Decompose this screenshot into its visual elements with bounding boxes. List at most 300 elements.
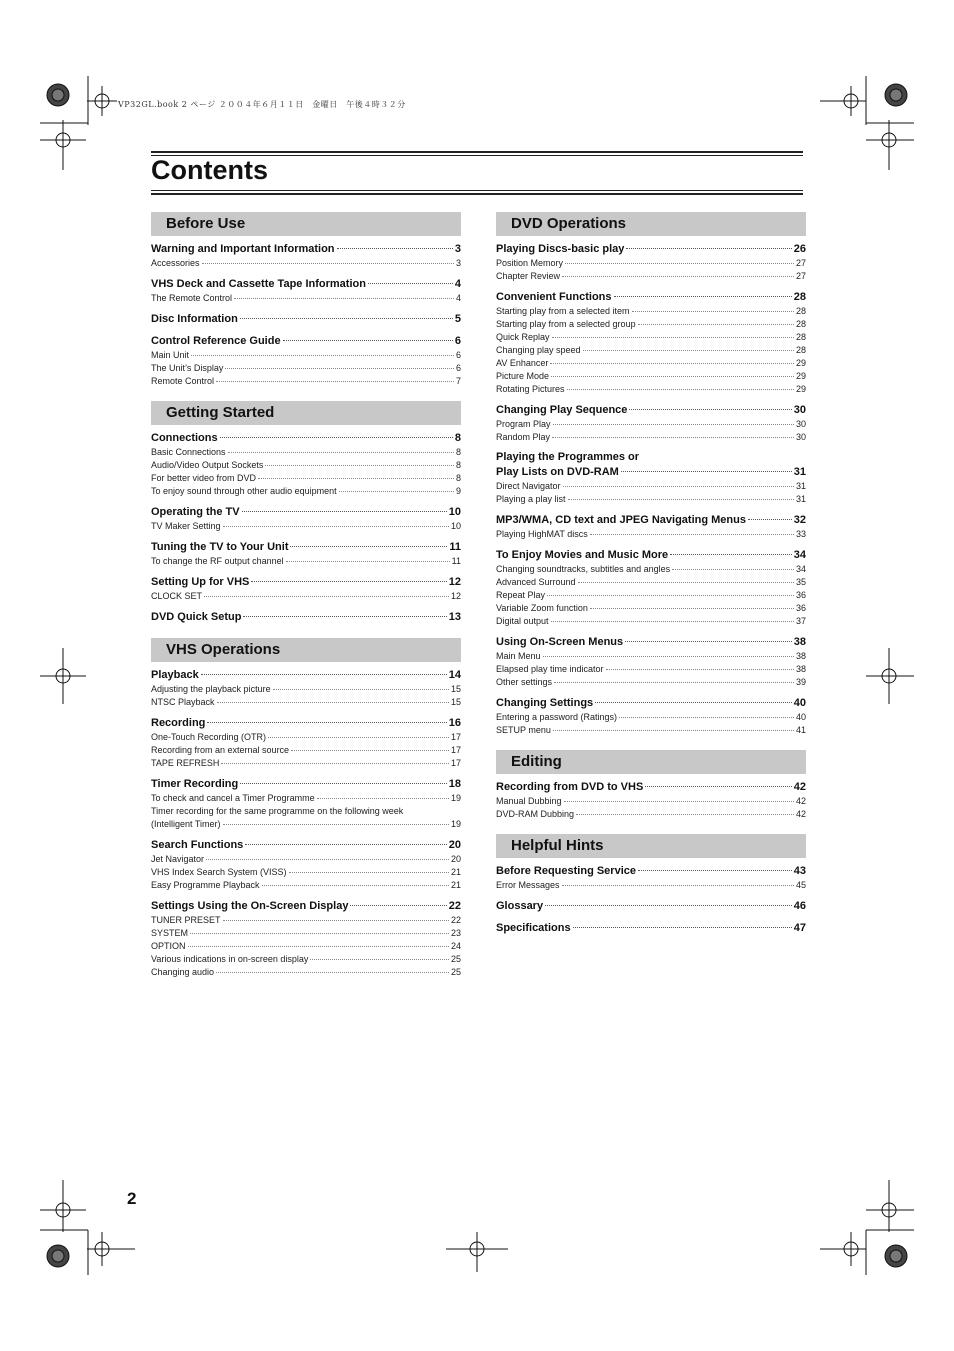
- toc-subentry[interactable]: [151, 472, 461, 485]
- dot-leader: [228, 452, 454, 453]
- toc-subentry[interactable]: [496, 331, 806, 344]
- toc-entry[interactable]: [151, 333, 461, 349]
- entry-label: For better video from DVD: [151, 473, 257, 483]
- toc-subentry[interactable]: [496, 676, 806, 689]
- entry-page-number: 8: [455, 447, 461, 457]
- dot-leader: [553, 730, 794, 731]
- dot-leader: [245, 844, 446, 845]
- section-heading: Before Use: [151, 212, 461, 236]
- entry-label: Operating the TV: [151, 506, 240, 518]
- entry-label: Specifications: [496, 922, 571, 934]
- entry-page-number: 36: [795, 603, 806, 613]
- entry-label: Program Play: [496, 419, 551, 429]
- dot-leader: [565, 263, 794, 264]
- dot-leader: [583, 350, 794, 351]
- dot-leader: [614, 296, 792, 297]
- page-title: Contents: [151, 155, 268, 185]
- entry-label: Main Unit: [151, 350, 190, 360]
- dot-leader: [268, 737, 449, 738]
- dot-leader: [672, 569, 794, 570]
- toc-group: [151, 539, 461, 568]
- entry-page-number: 31: [795, 494, 806, 504]
- toc-subentry[interactable]: [496, 615, 806, 628]
- print-header-note: VP32GL.book 2 ページ ２００４年６月１１日 金曜日 午後４時３２分: [118, 100, 406, 109]
- toc-group: [151, 430, 461, 498]
- entry-label: Recording from an external source: [151, 745, 290, 755]
- dot-leader: [590, 608, 794, 609]
- dot-leader: [543, 656, 794, 657]
- entry-label: Playing Discs-basic play: [496, 243, 625, 255]
- entry-label: Timer Recording: [151, 778, 239, 790]
- entry-page-number: 13: [448, 611, 461, 623]
- toc-entry[interactable]: [496, 695, 806, 711]
- entry-page-number: 14: [448, 669, 461, 681]
- dot-leader: [251, 581, 446, 582]
- dot-leader: [310, 959, 449, 960]
- toc-entry[interactable]: [151, 241, 461, 257]
- toc-subentry[interactable]: [151, 914, 461, 927]
- toc-subentry[interactable]: [151, 459, 461, 472]
- entry-page-number: 25: [450, 967, 461, 977]
- toc-subentry[interactable]: [151, 520, 461, 533]
- entry-label: Quick Replay: [496, 332, 550, 342]
- toc-left-column: [151, 212, 461, 992]
- dot-leader: [242, 511, 447, 512]
- toc-group: [151, 715, 461, 770]
- toc-subentry[interactable]: [496, 663, 806, 676]
- toc-group: [496, 634, 806, 689]
- entry-page-number: 11: [451, 556, 461, 566]
- toc-subentry[interactable]: [151, 853, 461, 866]
- toc-entry[interactable]: [496, 464, 806, 480]
- entry-page-number: 6: [454, 335, 461, 347]
- entry-label: TAPE REFRESH: [151, 758, 220, 768]
- entry-page-number: 19: [450, 793, 461, 803]
- entry-page-number: 8: [455, 473, 461, 483]
- entry-label: NTSC Playback: [151, 697, 215, 707]
- toc-subentry[interactable]: [151, 292, 461, 305]
- toc-entry[interactable]: [151, 311, 461, 327]
- title-rule-top: [151, 151, 803, 153]
- dot-leader: [206, 859, 449, 860]
- entry-label: SYSTEM: [151, 928, 189, 938]
- entry-page-number: 28: [795, 332, 806, 342]
- dot-leader: [625, 641, 792, 642]
- dot-leader: [578, 582, 794, 583]
- entry-page-number: 19: [450, 819, 461, 829]
- toc-group: [151, 333, 461, 388]
- dot-leader: [202, 263, 454, 264]
- entry-label: Main Menu: [496, 651, 541, 661]
- entry-page-number: 10: [450, 521, 461, 531]
- toc-group: [151, 837, 461, 892]
- entry-page-number: 12: [450, 591, 461, 601]
- toc-subentry[interactable]: [151, 257, 461, 270]
- toc-section: [496, 750, 806, 821]
- entry-label: Starting play from a selected item: [496, 306, 630, 316]
- dot-leader: [223, 920, 449, 921]
- entry-label: Various indications in on-screen display: [151, 954, 309, 964]
- toc-subentry[interactable]: [496, 576, 806, 589]
- entry-page-number: 30: [795, 419, 806, 429]
- toc-subentry[interactable]: [496, 528, 806, 541]
- entry-label: TUNER PRESET: [151, 915, 221, 925]
- toc-subentry[interactable]: [151, 818, 461, 831]
- toc-group: [496, 547, 806, 628]
- entry-page-number: 15: [450, 684, 461, 694]
- toc-group: [496, 289, 806, 396]
- dot-leader: [552, 337, 794, 338]
- dot-leader: [289, 872, 449, 873]
- entry-page-number: 16: [448, 717, 461, 729]
- dot-leader: [545, 905, 792, 906]
- toc-group: [151, 574, 461, 603]
- dot-leader: [190, 933, 449, 934]
- entry-label: The Unit’s Display: [151, 363, 224, 373]
- toc-entry[interactable]: [496, 289, 806, 305]
- dot-leader: [563, 486, 794, 487]
- entry-label: (Intelligent Timer): [151, 819, 221, 829]
- dot-leader: [216, 381, 454, 382]
- dot-leader: [290, 546, 447, 547]
- dot-leader: [553, 424, 794, 425]
- toc-entry[interactable]: [496, 241, 806, 257]
- dot-leader: [552, 437, 794, 438]
- dot-leader: [550, 363, 794, 364]
- page-number: 2: [127, 1189, 137, 1208]
- entry-label: To Enjoy Movies and Music More: [496, 549, 669, 561]
- entry-page-number: 3: [455, 258, 461, 268]
- entry-label: Disc Information: [151, 313, 238, 325]
- dot-leader: [220, 437, 453, 438]
- entry-page-number: 6: [455, 363, 461, 373]
- entry-label: Audio/Video Output Sockets: [151, 460, 264, 470]
- toc-subentry[interactable]: [151, 757, 461, 770]
- dot-leader: [262, 885, 449, 886]
- dot-leader: [619, 717, 794, 718]
- dot-leader: [283, 340, 453, 341]
- entry-page-number: 7: [455, 376, 461, 386]
- toc-group: [151, 311, 461, 327]
- entry-label: OPTION: [151, 941, 186, 951]
- dot-leader: [567, 389, 794, 390]
- dot-leader: [265, 465, 454, 466]
- entry-page-number: 12: [448, 576, 461, 588]
- entry-page-number: 46: [793, 900, 806, 912]
- toc-subentry[interactable]: [151, 866, 461, 879]
- entry-page-number: 21: [450, 867, 461, 877]
- entry-label: Manual Dubbing: [496, 796, 562, 806]
- toc-subentry[interactable]: [496, 257, 806, 270]
- toc-subentry[interactable]: [496, 344, 806, 357]
- toc-entry[interactable]: [496, 634, 806, 650]
- entry-page-number: 35: [795, 577, 806, 587]
- toc-group: [151, 241, 461, 270]
- toc-subentry[interactable]: [496, 270, 806, 283]
- dot-leader: [350, 905, 446, 906]
- dot-leader: [590, 534, 794, 535]
- toc-entry[interactable]: [151, 504, 461, 520]
- entry-label: Jet Navigator: [151, 854, 205, 864]
- dot-leader: [225, 368, 454, 369]
- section-heading: Getting Started: [151, 401, 461, 425]
- dot-leader: [547, 595, 794, 596]
- entry-page-number: 8: [455, 460, 461, 470]
- entry-page-number: 17: [450, 732, 461, 742]
- entry-page-number: 41: [795, 725, 806, 735]
- dot-leader: [632, 311, 794, 312]
- toc-entry[interactable]: [151, 276, 461, 292]
- toc-subentry[interactable]: [151, 731, 461, 744]
- entry-page-number: 28: [793, 291, 806, 303]
- toc-section: [496, 212, 806, 737]
- entry-label: Rotating Pictures: [496, 384, 565, 394]
- entry-label: Convenient Functions: [496, 291, 612, 303]
- toc-entry[interactable]: [496, 863, 806, 879]
- entry-label: Elapsed play time indicator: [496, 664, 604, 674]
- toc-subentry[interactable]: [496, 431, 806, 444]
- toc-subentry[interactable]: [496, 795, 806, 808]
- dot-leader: [562, 885, 794, 886]
- entry-page-number: 47: [793, 922, 806, 934]
- toc-subentry[interactable]: [496, 370, 806, 383]
- dot-leader: [201, 674, 447, 675]
- toc-subentry[interactable]: [496, 589, 806, 602]
- entry-page-number: 27: [795, 258, 806, 268]
- dot-leader: [286, 561, 450, 562]
- entry-label: Advanced Surround: [496, 577, 576, 587]
- toc-subentry[interactable]: [151, 744, 461, 757]
- entry-page-number: 45: [795, 880, 806, 890]
- toc-subentry[interactable]: [496, 724, 806, 737]
- entry-label: Changing audio: [151, 967, 215, 977]
- entry-label: Entering a password (Ratings): [496, 712, 618, 722]
- entry-label: Error Messages: [496, 880, 560, 890]
- entry-page-number: 21: [450, 880, 461, 890]
- entry-label: Changing Play Sequence: [496, 404, 628, 416]
- toc-subentry[interactable]: [151, 555, 461, 568]
- dot-leader: [337, 248, 453, 249]
- toc-subentry-line1[interactable]: Timer recording for the same programme on the following week: [151, 806, 404, 816]
- dot-leader: [368, 283, 453, 284]
- toc-group: [496, 898, 806, 914]
- toc-entry[interactable]: [496, 920, 806, 936]
- entry-page-number: 28: [795, 306, 806, 316]
- entry-page-number: 36: [795, 590, 806, 600]
- toc-subentry[interactable]: [151, 375, 461, 388]
- toc-subentry[interactable]: [496, 480, 806, 493]
- title-rule-bottom-thick: [151, 193, 803, 195]
- dot-leader: [191, 355, 454, 356]
- dot-leader: [217, 702, 449, 703]
- entry-label: To check and cancel a Timer Programme: [151, 793, 315, 803]
- entry-label: AV Enhancer: [496, 358, 549, 368]
- entry-page-number: 30: [795, 432, 806, 442]
- entry-page-number: 20: [448, 839, 461, 851]
- toc-group: [151, 776, 461, 831]
- entry-page-number: 38: [795, 664, 806, 674]
- toc-entry[interactable]: [151, 574, 461, 590]
- toc-subentry[interactable]: [496, 493, 806, 506]
- toc-subentry[interactable]: [151, 485, 461, 498]
- toc-subentry[interactable]: [151, 349, 461, 362]
- toc-subentry[interactable]: [496, 318, 806, 331]
- toc-subentry[interactable]: [151, 879, 461, 892]
- entry-page-number: 8: [454, 432, 461, 444]
- toc-entry[interactable]: [151, 539, 461, 555]
- section-heading: DVD Operations: [496, 212, 806, 236]
- toc-subentry[interactable]: [151, 362, 461, 375]
- entry-label: Variable Zoom function: [496, 603, 588, 613]
- dot-leader: [339, 491, 454, 492]
- toc-subentry[interactable]: [151, 683, 461, 696]
- entry-label: Search Functions: [151, 839, 244, 851]
- toc-subentry[interactable]: [496, 305, 806, 318]
- toc-subentry[interactable]: [496, 383, 806, 396]
- toc-group: [496, 402, 806, 444]
- entry-label: Direct Navigator: [496, 481, 561, 491]
- entry-page-number: 28: [795, 319, 806, 329]
- entry-page-number: 33: [795, 529, 806, 539]
- dot-leader: [204, 596, 449, 597]
- entry-page-number: 17: [450, 758, 461, 768]
- toc-entry[interactable]: [151, 609, 461, 625]
- dot-leader: [573, 927, 792, 928]
- entry-label: Picture Mode: [496, 371, 550, 381]
- dot-leader: [568, 499, 794, 500]
- toc-group: [496, 920, 806, 936]
- dot-leader: [554, 682, 794, 683]
- toc-entry[interactable]: [151, 430, 461, 446]
- entry-page-number: 32: [793, 514, 806, 526]
- toc-subentry[interactable]: [496, 602, 806, 615]
- dot-leader: [638, 870, 792, 871]
- dot-leader: [576, 814, 794, 815]
- entry-label: Connections: [151, 432, 218, 444]
- toc-subentry[interactable]: [496, 650, 806, 663]
- toc-subentry[interactable]: [151, 966, 461, 979]
- entry-label: Basic Connections: [151, 447, 226, 457]
- toc-subentry[interactable]: [496, 418, 806, 431]
- entry-label: Chapter Review: [496, 271, 561, 281]
- toc-entry[interactable]: [496, 779, 806, 795]
- toc-group: [496, 450, 806, 506]
- section-heading: VHS Operations: [151, 638, 461, 662]
- entry-label: Playing HighMAT discs: [496, 529, 588, 539]
- entry-page-number: 38: [795, 651, 806, 661]
- entry-label: CLOCK SET: [151, 591, 203, 601]
- toc-section: [151, 401, 461, 625]
- entry-label: Recording from DVD to VHS: [496, 781, 644, 793]
- entry-label: Adjusting the playback picture: [151, 684, 271, 694]
- toc-entry[interactable]: [496, 898, 806, 914]
- dot-leader: [234, 298, 454, 299]
- toc-subentry[interactable]: [151, 696, 461, 709]
- toc-entry[interactable]: [151, 898, 461, 914]
- entry-page-number: 24: [450, 941, 461, 951]
- entry-page-number: 39: [795, 677, 806, 687]
- dot-leader: [621, 471, 792, 472]
- dot-leader: [562, 276, 794, 277]
- entry-page-number: 9: [455, 486, 461, 496]
- entry-label: Using On-Screen Menus: [496, 636, 624, 648]
- toc-entry[interactable]: [151, 667, 461, 683]
- toc-subentry[interactable]: [496, 563, 806, 576]
- entry-label: DVD-RAM Dubbing: [496, 809, 575, 819]
- entry-page-number: 17: [450, 745, 461, 755]
- toc-entry[interactable]: [496, 402, 806, 418]
- entry-page-number: 6: [455, 350, 461, 360]
- toc-entry[interactable]: [151, 837, 461, 853]
- toc-subentry[interactable]: [151, 590, 461, 603]
- dot-leader: [188, 946, 449, 947]
- entry-page-number: 10: [448, 506, 461, 518]
- dot-leader: [223, 526, 449, 527]
- entry-page-number: 40: [793, 697, 806, 709]
- dot-leader: [564, 801, 794, 802]
- entry-label: To change the RF output channel: [151, 556, 284, 566]
- toc-subentry[interactable]: [496, 879, 806, 892]
- dot-leader: [748, 519, 792, 520]
- toc-subentry[interactable]: [151, 927, 461, 940]
- toc-subentry[interactable]: [496, 711, 806, 724]
- dot-leader: [645, 786, 791, 787]
- entry-label: Accessories: [151, 258, 200, 268]
- toc-group: [496, 863, 806, 892]
- toc-subentry[interactable]: [151, 792, 461, 805]
- entry-label: Playback: [151, 669, 199, 681]
- toc-subentry[interactable]: [151, 953, 461, 966]
- entry-page-number: 3: [454, 243, 461, 255]
- entry-page-number: 30: [793, 404, 806, 416]
- section-heading: Editing: [496, 750, 806, 774]
- dot-leader: [243, 616, 446, 617]
- entry-label: One-Touch Recording (OTR): [151, 732, 267, 742]
- toc-entry[interactable]: [496, 512, 806, 528]
- entry-label: Changing soundtracks, subtitles and angles: [496, 564, 671, 574]
- entry-label: Glossary: [496, 900, 544, 912]
- entry-page-number: 4: [454, 278, 461, 290]
- toc-group: [496, 512, 806, 541]
- entry-page-number: 40: [795, 712, 806, 722]
- toc-section: [496, 834, 806, 936]
- toc-subentry[interactable]: [496, 357, 806, 370]
- entry-page-number: 22: [450, 915, 461, 925]
- entry-label: Before Requesting Service: [496, 865, 636, 877]
- toc-entry[interactable]: [151, 776, 461, 792]
- entry-label: To enjoy sound through other audio equipment: [151, 486, 337, 496]
- toc-subentry[interactable]: [151, 446, 461, 459]
- entry-label: VHS Deck and Cassette Tape Information: [151, 278, 366, 290]
- entry-label: The Remote Control: [151, 293, 233, 303]
- dot-leader: [207, 722, 446, 723]
- dot-leader: [240, 783, 447, 784]
- entry-page-number: 5: [454, 313, 461, 325]
- toc-entry[interactable]: [496, 547, 806, 563]
- entry-page-number: 26: [793, 243, 806, 255]
- dot-leader: [606, 669, 794, 670]
- toc-subentry[interactable]: [496, 808, 806, 821]
- entry-label: Warning and Important Information: [151, 243, 335, 255]
- title-rule-bottom: [151, 190, 803, 191]
- toc-group: [151, 276, 461, 305]
- entry-page-number: 11: [449, 541, 461, 553]
- toc-group: [496, 695, 806, 737]
- toc-subentry[interactable]: [151, 940, 461, 953]
- toc-entry[interactable]: [151, 715, 461, 731]
- toc-group: [151, 898, 461, 979]
- entry-page-number: 43: [793, 865, 806, 877]
